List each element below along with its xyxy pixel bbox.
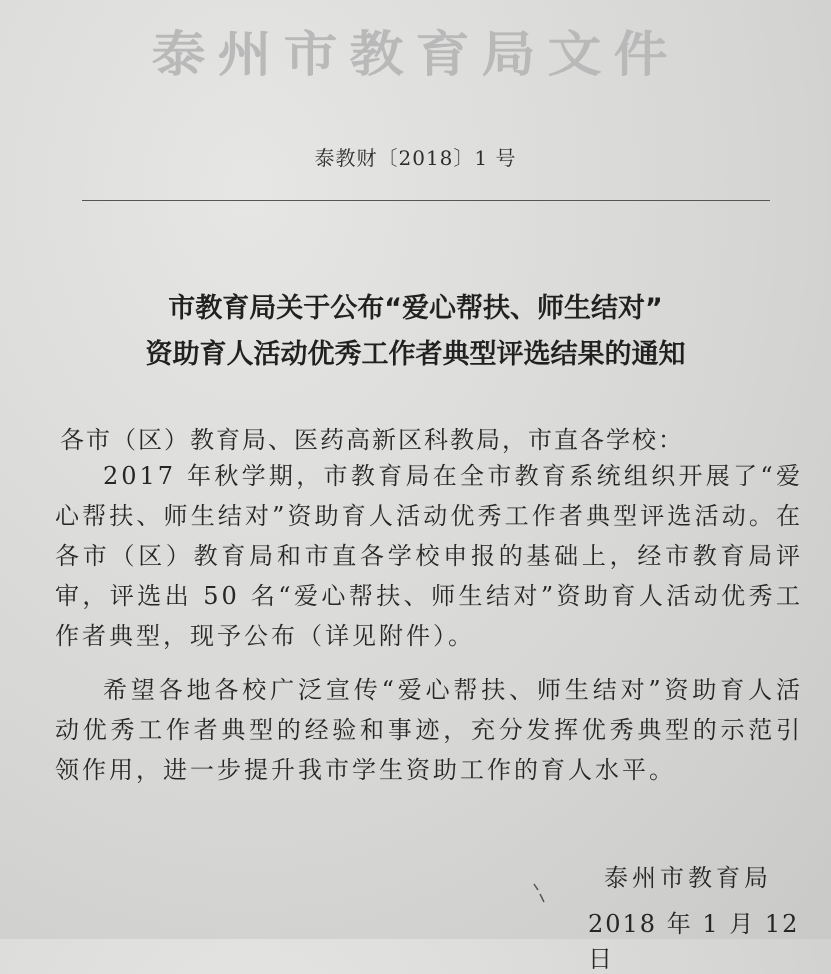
header-divider: [82, 200, 770, 201]
addressee: 各市（区）教育局、医药高新区科教局，市直各学校：: [60, 426, 684, 454]
notice-title-line-1: 市教育局关于公布“爱心帮扶、师生结对”: [168, 293, 663, 324]
notice-title-line-2: 资助育人活动优秀工作者典型评选结果的通知: [145, 339, 686, 370]
document-header-title: 泰州市教育局文件: [151, 25, 680, 83]
body-paragraph-2: 希望各地各校广泛宣传“爱心帮扶、师生结对”资助育人活动优秀工作者典型的经验和事迹，充分发挥优秀典型的示范引领作用，进一步提升我市学生资助工作的育人水平。: [55, 676, 803, 784]
pen-mark-icon: [528, 880, 558, 910]
signature-org: 泰州市教育局: [604, 864, 772, 892]
body-paragraph-1: 2017 年秋学期，市教育局在全市教育系统组织开展了“爱心帮扶、师生结对”资助育人活动优秀工作者典型评选活动。在各市（区）教育局和市直各学校申报的基础上，经市教育局评审，评选出 50 名“爱心帮扶、师生结对”资助育人活动优秀工作者典型，现予公布（详见附件）。: [55, 462, 803, 650]
document-number: 泰教财〔2018〕1 号: [314, 146, 517, 170]
signature-date: 2018 年 1 月 12 日: [588, 910, 800, 973]
